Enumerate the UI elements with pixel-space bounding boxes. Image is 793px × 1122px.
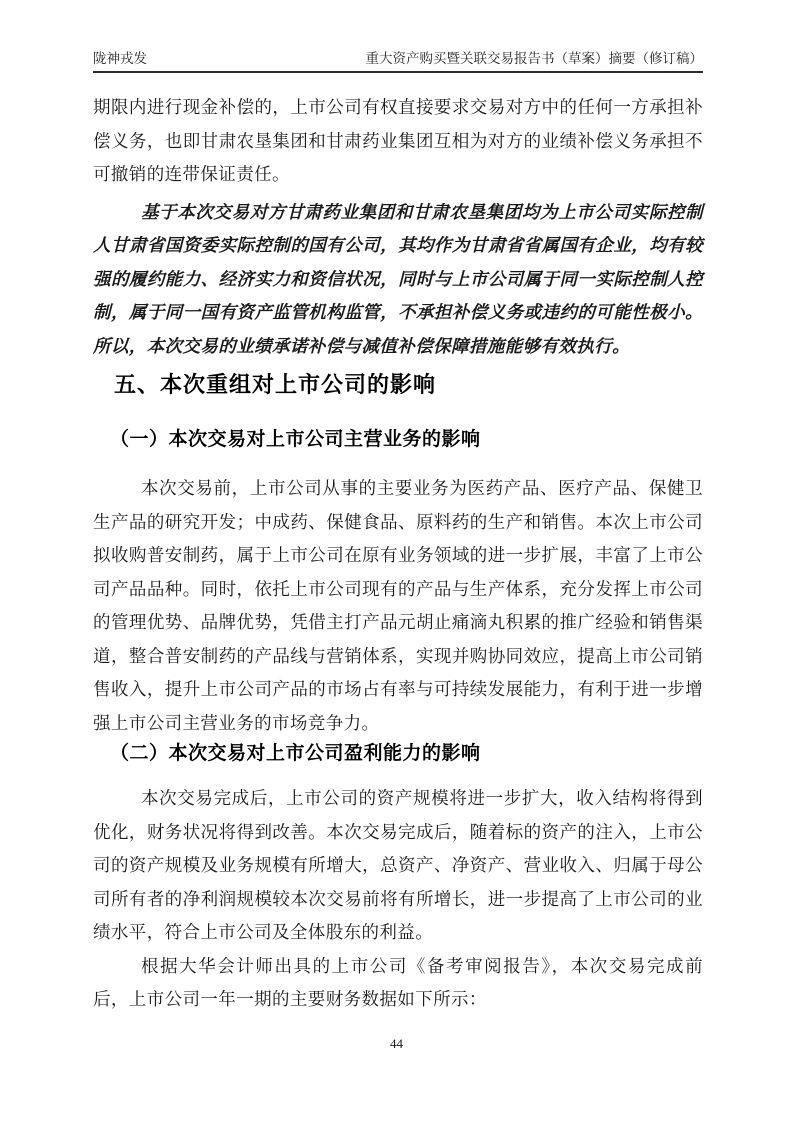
paragraph-main-business-impact: 本次交易前，上市公司从事的主要业务为医药产品、医疗产品、保健卫生产品的研究开发；中成药、保健食品、原料药的生产和销售。本次上市公司拟收购普安制药，属于上市公司在原有业务领域的进一步扩展，丰富了上市公司产品品种。同时，依托上市公司现有的产品与生产体系，充分发挥上市公司的管理优势、品牌优势，凭借主打产品元胡止痛滴丸积累的推广经验和销售渠道，整合普安制药的产品线与营销体系，实现并购协同效应，提高上市公司销售收入，提升上市公司产品的市场占有率与可持续发展能力，有利于进一步增强上市公司主营业务的市场竞争力。 — [93, 478, 703, 733]
header-company-name: 陇神戎发 — [93, 51, 147, 66]
subsection-heading-profitability-impact: （二）本次交易对上市公司盈利能力的影响 — [110, 743, 481, 764]
paragraph-profitability-impact: 本次交易完成后，上市公司的资产规模将进一步扩大，收入结构将得到优化，财务状况将得到改善。本次交易完成后，随着标的资产的注入，上市公司的资产规模及业务规模有所增大，总资产、净资产、营业收入、归属于母公司所有者的净利润规模较本次交易前将有所增长，进一步提高了上市公司的业绩水平，符合上市公司及全体股东的利益。 — [93, 788, 703, 942]
paragraph-compensation-guarantee: 期限内进行现金补偿的，上市公司有权直接要求交易对方中的任何一方承担补偿义务，也即甘肃农垦集团和甘肃药业集团互相为对方的业绩补偿义务承担不可撤销的连带保证责任。 — [93, 97, 703, 184]
document-body — [93, 91, 703, 1017]
header-document-title: 重大资产购买暨关联交易报告书（草案）摘要（修订稿） — [365, 51, 703, 66]
section-heading-impact-on-listed-company: 五、本次重组对上市公司的影响 — [114, 372, 437, 397]
page-number: 44 — [390, 1036, 403, 1051]
subsection-heading-main-business-impact: （一）本次交易对上市公司主营业务的影响 — [110, 429, 481, 450]
page-header — [93, 50, 703, 73]
paragraph-emphasis-conclusion: 基于本次交易对方甘肃药业集团和甘肃农垦集团均为上市公司实际控制人甘肃省国资委实际控制的国有公司，其均作为甘肃省省属国有企业，均有较强的履约能力、经济实力和资信状况，同时与上市公司属于同一实际控制人控制，属于同一国有资产监管机构监管，不承担补偿义务或违约的可能性极小。所以，本次交易的业绩承诺补偿与减值补偿保障措施能够有效执行。 — [93, 201, 703, 356]
page-footer — [0, 1036, 793, 1052]
paragraph-financial-report-reference: 根据大华会计师出具的上市公司《备考审阅报告》，本次交易完成前后，上市公司一年一期的主要财务数据如下所示： — [93, 955, 703, 1009]
